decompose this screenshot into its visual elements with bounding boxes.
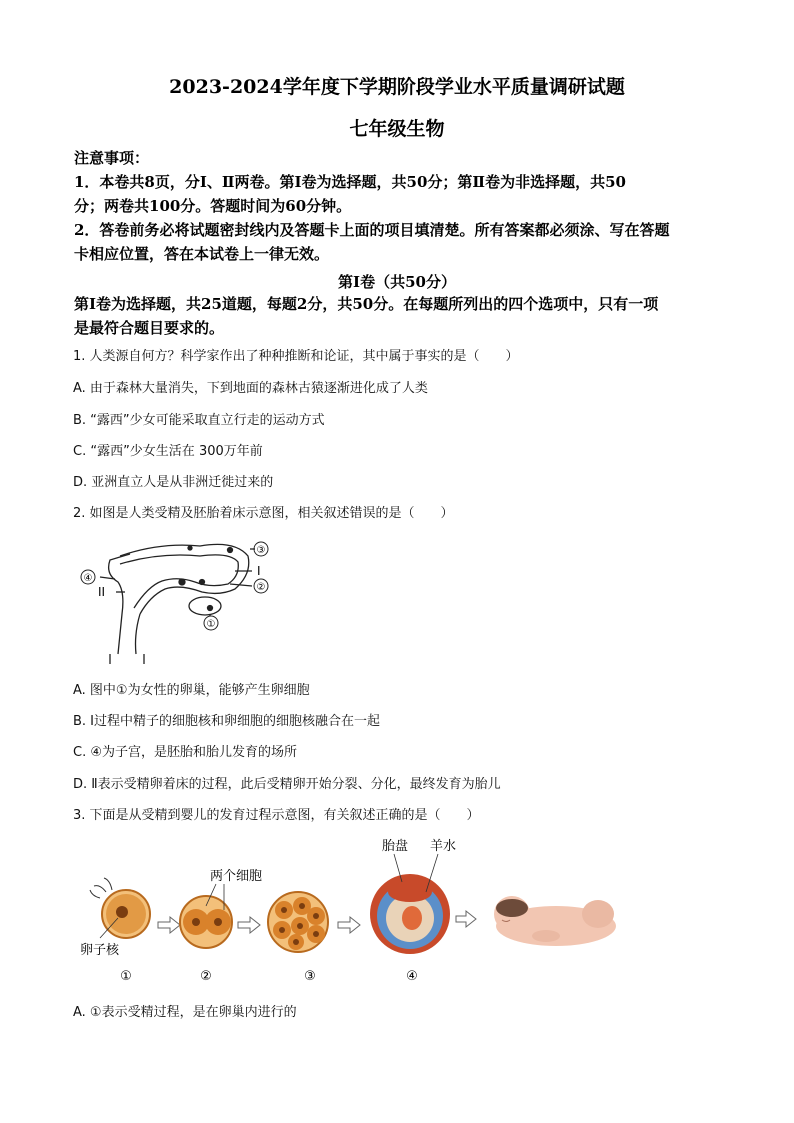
q1-option-c: C. “露西”少女生活在 300万年前 bbox=[73, 444, 263, 459]
q1-option-a: A. 由于森林大量消失，下到地面的森林古猿逐渐进化成了人类 bbox=[73, 381, 428, 396]
q1-option-b: B. “露西”少女可能采取直立行走的运动方式 bbox=[73, 413, 325, 428]
q2-option-d: D. Ⅱ表示受精卵着床的过程，此后受精卵开始分裂、分化，最终发育为胎儿 bbox=[73, 777, 501, 792]
exam-title: 2023-2024学年度下学期阶段学业水平质量调研试题 bbox=[169, 76, 625, 98]
label-placenta: 胎盘 bbox=[382, 839, 409, 854]
section-intro-1: 第Ⅰ卷为选择题，共25道题，每题2分，共50分。在每题所列出的四个选项中，只有一项 bbox=[74, 295, 659, 313]
stage-4-embryo-in-uterus bbox=[370, 854, 450, 954]
notice-line-3: 2．答卷前务必将试题密封线内及答题卡上面的项目填清楚。所有答案都必须涂、写在答题 bbox=[74, 221, 670, 239]
label-4: ④ bbox=[83, 573, 93, 584]
stage-1-egg bbox=[90, 878, 150, 938]
label-1: ① bbox=[206, 619, 216, 630]
section-heading: 第Ⅰ卷（共50分） bbox=[338, 273, 456, 291]
q2-option-b: B. I过程中精子的细胞核和卵细胞的细胞核融合在一起 bbox=[73, 714, 381, 729]
q3-option-a: A. ①表示受精过程，是在卵巢内进行的 bbox=[73, 1005, 297, 1020]
q2-stem: 2. 如图是人类受精及胚胎着床示意图，相关叙述错误的是（ ） bbox=[73, 506, 454, 521]
q3-stem: 3. 下面是从受精到婴儿的发育过程示意图，有关叙述正确的是（ ） bbox=[73, 808, 480, 823]
notice-line-4: 卡相应位置，答在本试卷上一律无效。 bbox=[74, 245, 330, 263]
notice-line-2: 分；两卷共100分。答题时间为60分钟。 bbox=[74, 197, 352, 215]
reproductive-tract-outline bbox=[100, 544, 255, 664]
q1-option-d: D. 亚洲直立人是从非洲迁徙过来的 bbox=[73, 475, 274, 490]
label-2: ② bbox=[256, 582, 266, 593]
stage-3-number: ③ bbox=[304, 969, 316, 984]
exam-subject: 七年级生物 bbox=[349, 118, 445, 140]
stage-2-number: ② bbox=[200, 969, 212, 984]
development-diagram bbox=[76, 834, 636, 990]
arrow-4 bbox=[456, 911, 476, 927]
label-process-i: I bbox=[257, 564, 261, 578]
q2-option-a: A. 图中①为女性的卵巢，能够产生卵细胞 bbox=[73, 683, 310, 698]
stage-1-number: ① bbox=[120, 969, 132, 984]
arrow-3 bbox=[338, 917, 360, 933]
q2-option-c: C. ④为子宫，是胚胎和胎儿发育的场所 bbox=[73, 745, 297, 760]
label-two-cells: 两个细胞 bbox=[210, 869, 263, 884]
label-egg-nucleus: 卵子核 bbox=[80, 943, 120, 958]
fertilization-diagram bbox=[70, 534, 280, 666]
notice-line-1: 1．本卷共8页，分Ⅰ、Ⅱ两卷。第Ⅰ卷为选择题，共50分；第Ⅱ卷为非选择题，共50 bbox=[74, 173, 626, 191]
arrow-2 bbox=[238, 917, 260, 933]
stage-4-number: ④ bbox=[406, 969, 418, 984]
arrow-1 bbox=[158, 917, 180, 933]
section-intro-2: 是最符合题目要求的。 bbox=[74, 319, 225, 337]
stage-2-two-cells bbox=[180, 884, 232, 948]
baby-image bbox=[494, 896, 616, 946]
label-process-ii: II bbox=[98, 585, 106, 599]
notice-heading: 注意事项： bbox=[74, 149, 150, 167]
label-amniotic-fluid: 羊水 bbox=[430, 839, 457, 854]
q1-stem: 1. 人类源自何方？科学家作出了种种推断和论证，其中属于事实的是（ ） bbox=[73, 349, 519, 364]
stage-3-cell-cluster bbox=[268, 892, 328, 952]
label-3: ③ bbox=[256, 545, 266, 556]
